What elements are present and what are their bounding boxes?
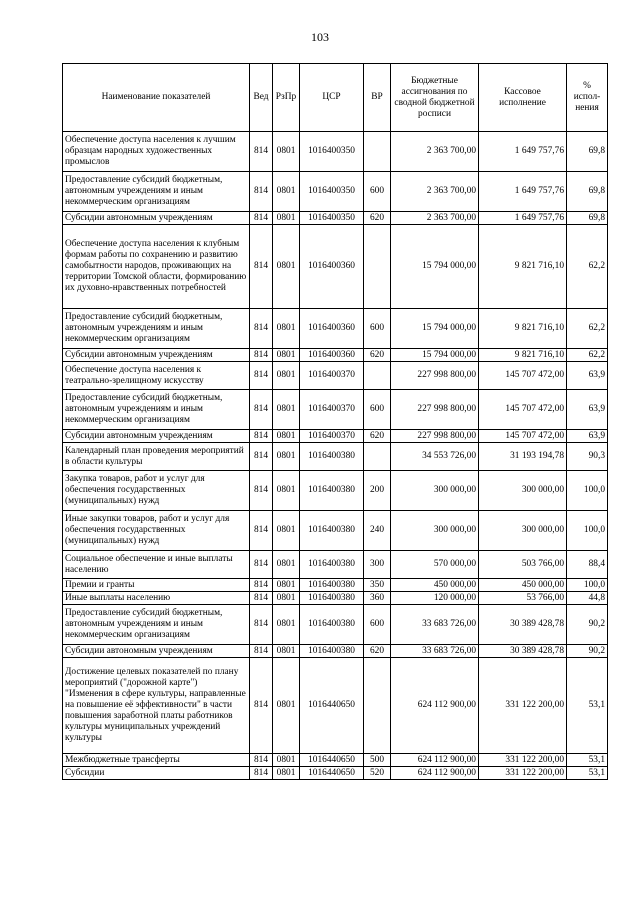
table-row: [63, 225, 608, 309]
cell-cash: 1 649 757,76: [479, 172, 567, 212]
cell-vr: 600: [364, 605, 391, 645]
cell-cash: 9 821 716,10: [479, 309, 567, 349]
cell-cash: 31 193 194,78: [479, 443, 567, 471]
table-row: [63, 645, 608, 658]
cell-cash: 331 122 200,00: [479, 767, 567, 780]
cell-csr: 1016400360: [300, 225, 364, 309]
cell-vr: 600: [364, 172, 391, 212]
cell-name: Обеспечение доступа населения к театрально-зрелищному искусству: [63, 362, 250, 390]
cell-rzpr: 0801: [273, 225, 300, 309]
cell-csr: 1016440650: [300, 767, 364, 780]
cell-cash: 450 000,00: [479, 579, 567, 592]
cell-csr: 1016440650: [300, 754, 364, 767]
cell-pct: 90,2: [567, 605, 608, 645]
header-ved: Вед: [250, 64, 273, 132]
cell-budget: 2 363 700,00: [391, 132, 479, 172]
table-row: [63, 658, 608, 754]
cell-rzpr: 0801: [273, 511, 300, 551]
cell-budget: 624 112 900,00: [391, 754, 479, 767]
table-row: [63, 132, 608, 172]
cell-rzpr: 0801: [273, 754, 300, 767]
cell-name: Субсидии автономным учреждениям: [63, 430, 250, 443]
cell-budget: 227 998 800,00: [391, 430, 479, 443]
cell-ved: 814: [250, 754, 273, 767]
cell-pct: 62,2: [567, 349, 608, 362]
header-name: Наименование показателей: [63, 64, 250, 132]
cell-pct: 90,2: [567, 645, 608, 658]
page-number: 103: [311, 30, 329, 44]
cell-budget: 300 000,00: [391, 471, 479, 511]
cell-vr: 500: [364, 754, 391, 767]
cell-budget: 624 112 900,00: [391, 767, 479, 780]
cell-ved: 814: [250, 579, 273, 592]
cell-csr: 1016400360: [300, 309, 364, 349]
cell-cash: 503 766,00: [479, 551, 567, 579]
cell-budget: 34 553 726,00: [391, 443, 479, 471]
table-row: [63, 390, 608, 430]
cell-csr: 1016400350: [300, 172, 364, 212]
cell-rzpr: 0801: [273, 767, 300, 780]
cell-pct: 63,9: [567, 362, 608, 390]
header-vr: ВР: [364, 64, 391, 132]
cell-vr: 300: [364, 551, 391, 579]
cell-vr: 240: [364, 511, 391, 551]
cell-ved: 814: [250, 225, 273, 309]
cell-vr: 360: [364, 592, 391, 605]
cell-name: Предоставление субсидий бюджетным, автономным учреждениям и иным некоммерческим организациям: [63, 172, 250, 212]
cell-ved: 814: [250, 390, 273, 430]
cell-cash: 9 821 716,10: [479, 349, 567, 362]
table-row: [63, 754, 608, 767]
cell-name: Субсидии автономным учреждениям: [63, 212, 250, 225]
cell-budget: 570 000,00: [391, 551, 479, 579]
cell-cash: 300 000,00: [479, 471, 567, 511]
header-cash: Кассовое исполнение: [479, 64, 567, 132]
cell-ved: 814: [250, 551, 273, 579]
cell-csr: 1016400380: [300, 551, 364, 579]
cell-rzpr: 0801: [273, 579, 300, 592]
cell-name: Иные закупки товаров, работ и услуг для обеспечения государственных (муниципальных) нужд: [63, 511, 250, 551]
table-row: [63, 579, 608, 592]
cell-ved: 814: [250, 212, 273, 225]
cell-vr: 600: [364, 309, 391, 349]
table-row: [63, 212, 608, 225]
cell-budget: 227 998 800,00: [391, 390, 479, 430]
cell-pct: 53,1: [567, 754, 608, 767]
cell-name: Календарный план проведения мероприятий в области культуры: [63, 443, 250, 471]
cell-csr: 1016400370: [300, 430, 364, 443]
cell-name: Достижение целевых показателей по плану мероприятий ("дорожной карте") "Изменения в сфере культуры, направленные на повышение её эффективности" в части повышения заработной платы работников культуры муниципальных учреждений культуры: [63, 658, 250, 754]
cell-pct: 53,1: [567, 658, 608, 754]
cell-budget: 2 363 700,00: [391, 172, 479, 212]
cell-vr: 200: [364, 471, 391, 511]
cell-csr: 1016400360: [300, 349, 364, 362]
cell-name: Обеспечение доступа населения к лучшим образцам народных художественных промыслов: [63, 132, 250, 172]
cell-rzpr: 0801: [273, 349, 300, 362]
cell-csr: 1016400370: [300, 362, 364, 390]
cell-vr: [364, 132, 391, 172]
cell-rzpr: 0801: [273, 443, 300, 471]
cell-budget: 33 683 726,00: [391, 645, 479, 658]
cell-name: Социальное обеспечение и иные выплаты населению: [63, 551, 250, 579]
cell-budget: 227 998 800,00: [391, 362, 479, 390]
cell-ved: 814: [250, 362, 273, 390]
cell-pct: 53,1: [567, 767, 608, 780]
cell-cash: 30 389 428,78: [479, 645, 567, 658]
table-row: [63, 471, 608, 511]
cell-cash: 9 821 716,10: [479, 225, 567, 309]
cell-vr: 620: [364, 349, 391, 362]
cell-name: Межбюджетные трансферты: [63, 754, 250, 767]
cell-pct: 44,8: [567, 592, 608, 605]
cell-budget: 120 000,00: [391, 592, 479, 605]
cell-csr: 1016440650: [300, 658, 364, 754]
cell-ved: 814: [250, 430, 273, 443]
cell-csr: 1016400370: [300, 390, 364, 430]
cell-rzpr: 0801: [273, 645, 300, 658]
cell-ved: 814: [250, 605, 273, 645]
cell-ved: 814: [250, 172, 273, 212]
cell-csr: 1016400380: [300, 443, 364, 471]
cell-budget: 15 794 000,00: [391, 349, 479, 362]
cell-rzpr: 0801: [273, 132, 300, 172]
cell-csr: 1016400380: [300, 511, 364, 551]
cell-budget: 300 000,00: [391, 511, 479, 551]
table-row: [63, 592, 608, 605]
cell-vr: 620: [364, 430, 391, 443]
cell-vr: 620: [364, 212, 391, 225]
table-row: [63, 172, 608, 212]
table-row: [63, 309, 608, 349]
table-row: [63, 511, 608, 551]
table-row: [63, 362, 608, 390]
cell-pct: 69,8: [567, 172, 608, 212]
cell-ved: 814: [250, 471, 273, 511]
header-pct: % испол-нения: [567, 64, 608, 132]
cell-ved: 814: [250, 443, 273, 471]
cell-name: Субсидии: [63, 767, 250, 780]
cell-csr: 1016400380: [300, 579, 364, 592]
table-row: [63, 349, 608, 362]
cell-pct: 63,9: [567, 430, 608, 443]
table-row: [63, 443, 608, 471]
cell-ved: 814: [250, 132, 273, 172]
cell-ved: 814: [250, 309, 273, 349]
cell-name: Предоставление субсидий бюджетным, автономным учреждениям и иным некоммерческим организациям: [63, 390, 250, 430]
cell-cash: 331 122 200,00: [479, 754, 567, 767]
cell-name: Предоставление субсидий бюджетным, автономным учреждениям и иным некоммерческим организациям: [63, 605, 250, 645]
table-row: [63, 430, 608, 443]
cell-cash: 145 707 472,00: [479, 362, 567, 390]
cell-cash: 331 122 200,00: [479, 658, 567, 754]
table-row: [63, 605, 608, 645]
cell-pct: 69,8: [567, 212, 608, 225]
cell-pct: 62,2: [567, 225, 608, 309]
cell-ved: 814: [250, 592, 273, 605]
cell-ved: 814: [250, 645, 273, 658]
cell-cash: 145 707 472,00: [479, 430, 567, 443]
cell-rzpr: 0801: [273, 592, 300, 605]
cell-pct: 62,2: [567, 309, 608, 349]
cell-vr: 600: [364, 390, 391, 430]
header-csr: ЦСР: [300, 64, 364, 132]
cell-budget: 15 794 000,00: [391, 309, 479, 349]
cell-rzpr: 0801: [273, 309, 300, 349]
cell-vr: [364, 362, 391, 390]
header-budget: Бюджетные ассигнования по сводной бюджетной росписи: [391, 64, 479, 132]
header-rzpr: РзПр: [273, 64, 300, 132]
cell-rzpr: 0801: [273, 362, 300, 390]
cell-vr: 620: [364, 645, 391, 658]
cell-name: Премии и гранты: [63, 579, 250, 592]
cell-pct: 63,9: [567, 390, 608, 430]
cell-vr: 350: [364, 579, 391, 592]
cell-rzpr: 0801: [273, 471, 300, 511]
cell-budget: 15 794 000,00: [391, 225, 479, 309]
cell-budget: 450 000,00: [391, 579, 479, 592]
cell-rzpr: 0801: [273, 551, 300, 579]
cell-rzpr: 0801: [273, 172, 300, 212]
cell-cash: 1 649 757,76: [479, 212, 567, 225]
cell-ved: 814: [250, 349, 273, 362]
cell-name: Закупка товаров, работ и услуг для обеспечения государственных (муниципальных) нужд: [63, 471, 250, 511]
cell-cash: 145 707 472,00: [479, 390, 567, 430]
cell-pct: 69,8: [567, 132, 608, 172]
cell-name: Предоставление субсидий бюджетным, автономным учреждениям и иным некоммерческим организациям: [63, 309, 250, 349]
cell-csr: 1016400380: [300, 592, 364, 605]
cell-cash: 53 766,00: [479, 592, 567, 605]
cell-rzpr: 0801: [273, 430, 300, 443]
cell-vr: [364, 225, 391, 309]
cell-pct: 90,3: [567, 443, 608, 471]
cell-rzpr: 0801: [273, 212, 300, 225]
cell-rzpr: 0801: [273, 390, 300, 430]
table-row: [63, 551, 608, 579]
cell-name: Иные выплаты населению: [63, 592, 250, 605]
cell-vr: 520: [364, 767, 391, 780]
cell-ved: 814: [250, 658, 273, 754]
cell-name: Субсидии автономным учреждениям: [63, 645, 250, 658]
cell-pct: 100,0: [567, 579, 608, 592]
cell-csr: 1016400380: [300, 471, 364, 511]
table-body: [63, 132, 608, 780]
table-header-row: [63, 64, 608, 132]
budget-execution-table: [62, 63, 608, 780]
cell-csr: 1016400350: [300, 212, 364, 225]
cell-budget: 2 363 700,00: [391, 212, 479, 225]
cell-pct: 100,0: [567, 471, 608, 511]
cell-pct: 100,0: [567, 511, 608, 551]
cell-name: Субсидии автономным учреждениям: [63, 349, 250, 362]
cell-rzpr: 0801: [273, 605, 300, 645]
cell-csr: 1016400350: [300, 132, 364, 172]
cell-pct: 88,4: [567, 551, 608, 579]
cell-rzpr: 0801: [273, 658, 300, 754]
cell-vr: [364, 658, 391, 754]
cell-budget: 33 683 726,00: [391, 605, 479, 645]
cell-cash: 300 000,00: [479, 511, 567, 551]
cell-cash: 1 649 757,76: [479, 132, 567, 172]
cell-csr: 1016400380: [300, 645, 364, 658]
cell-ved: 814: [250, 767, 273, 780]
table-row: [63, 767, 608, 780]
cell-cash: 30 389 428,78: [479, 605, 567, 645]
cell-vr: [364, 443, 391, 471]
cell-ved: 814: [250, 511, 273, 551]
cell-csr: 1016400380: [300, 605, 364, 645]
cell-budget: 624 112 900,00: [391, 658, 479, 754]
cell-name: Обеспечение доступа населения к клубным формам работы по сохранению и развитию самобытности народов, проживающих на территории Томской области, формированию их духовно-нравственных потребностей: [63, 225, 250, 309]
